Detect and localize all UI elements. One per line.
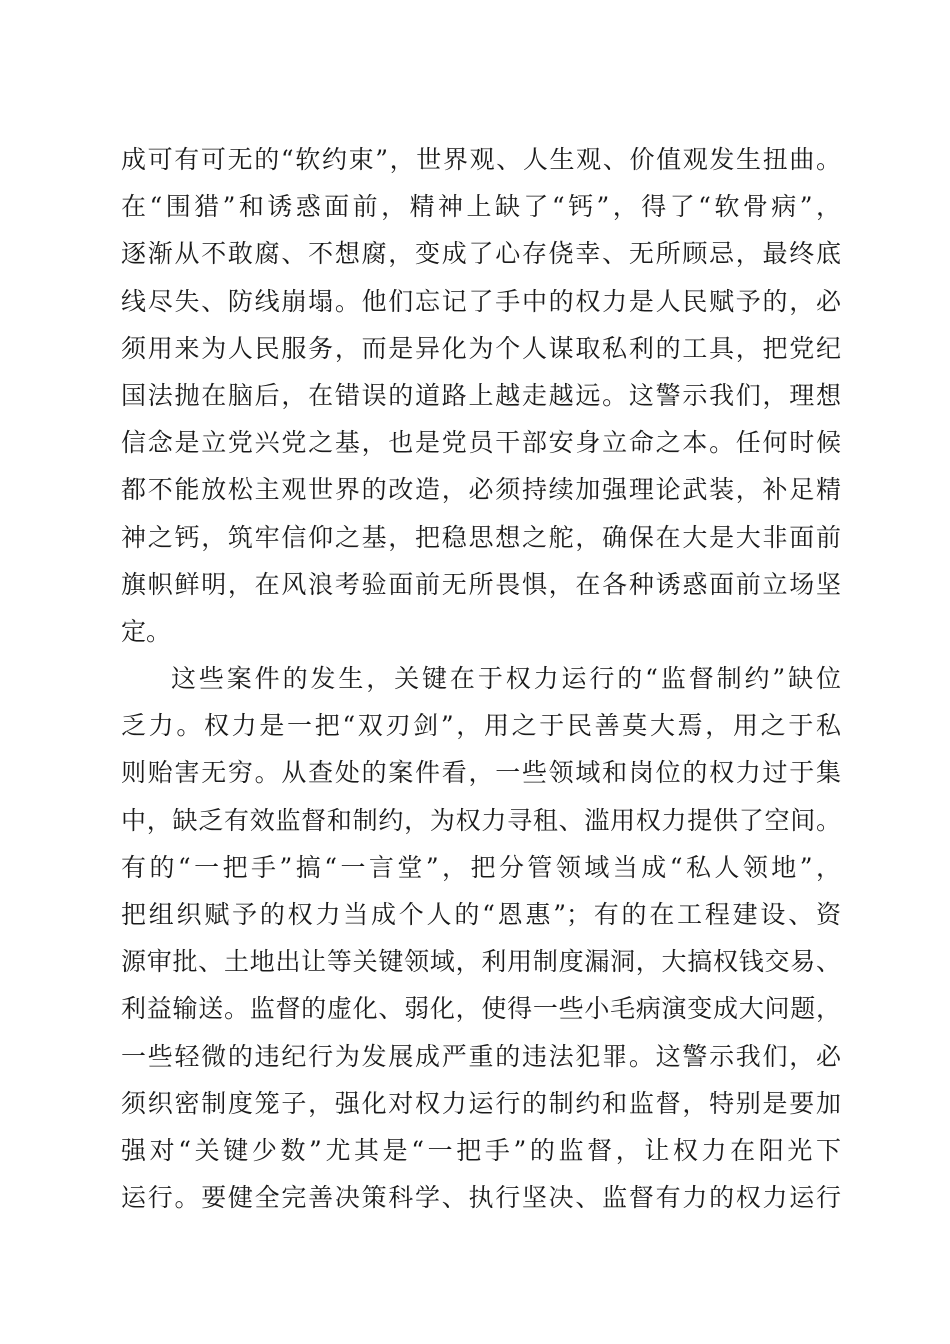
- text-line: 乏力。权力是一把“双刃剑”，用之于民善莫大焉，用之于私: [121, 711, 841, 741]
- text-line: 源审批、土地出让等关键领域，利用制度漏洞，大搞权钱交易、: [121, 947, 841, 977]
- text-line: 运行。要健全完善决策科学、执行坚决、监督有力的权力运行: [121, 1183, 841, 1213]
- text-line: 把组织赋予的权力当成个人的“恩惠”；有的在工程建设、资: [121, 900, 841, 929]
- text-line: 定。: [121, 616, 172, 646]
- text-line: 强对“关键少数”尤其是“一把手”的监督，让权力在阳光下: [121, 1135, 841, 1165]
- text-line: 神之钙，筑牢信仰之基，把稳思想之舵，确保在大是大非面前: [121, 522, 841, 552]
- text-line: 国法抛在脑后，在错误的道路上越走越远。这警示我们，理想: [121, 380, 841, 410]
- text-line: 须用来为人民服务，而是异化为个人谋取私利的工具，把党纪: [121, 333, 841, 363]
- paragraph-first-line: 这些案件的发生，关键在于权力运行的“监督制约”缺位: [171, 664, 841, 694]
- text-line: 线尽失、防线崩塌。他们忘记了手中的权力是人民赋予的，必: [121, 286, 841, 316]
- text-line: 须织密制度笼子，强化对权力运行的制约和监督，特别是要加: [121, 1088, 841, 1118]
- text-line: 利益输送。监督的虚化、弱化，使得一些小毛病演变成大问题，: [121, 994, 841, 1024]
- text-line: 有的“一把手”搞“一言堂”，把分管领域当成“私人领地”，: [121, 852, 841, 882]
- text-line: 在“围猎”和诱惑面前，精神上缺了“钙”，得了“软骨病”，: [121, 192, 841, 222]
- text-line: 逐渐从不敢腐、不想腐，变成了心存侥幸、无所顾忌，最终底: [121, 239, 841, 269]
- text-line: 则贻害无穷。从查处的案件看，一些领域和岗位的权力过于集: [121, 758, 841, 788]
- text-line: 成可有可无的“软约束”，世界观、人生观、价值观发生扭曲。: [121, 145, 841, 174]
- body-text: [121, 136, 841, 1221]
- text-line: 都不能放松主观世界的改造，必须持续加强理论武装，补足精: [121, 475, 841, 505]
- text-line: 一些轻微的违纪行为发展成严重的违法犯罪。这警示我们，必: [121, 1041, 841, 1071]
- text-line: 信念是立党兴党之基，也是党员干部安身立命之本。任何时候: [121, 428, 841, 458]
- text-line: 中，缺乏有效监督和制约，为权力寻租、滥用权力提供了空间。: [121, 805, 841, 835]
- text-line: 旗帜鲜明，在风浪考验面前无所畏惧，在各种诱惑面前立场坚: [121, 569, 841, 599]
